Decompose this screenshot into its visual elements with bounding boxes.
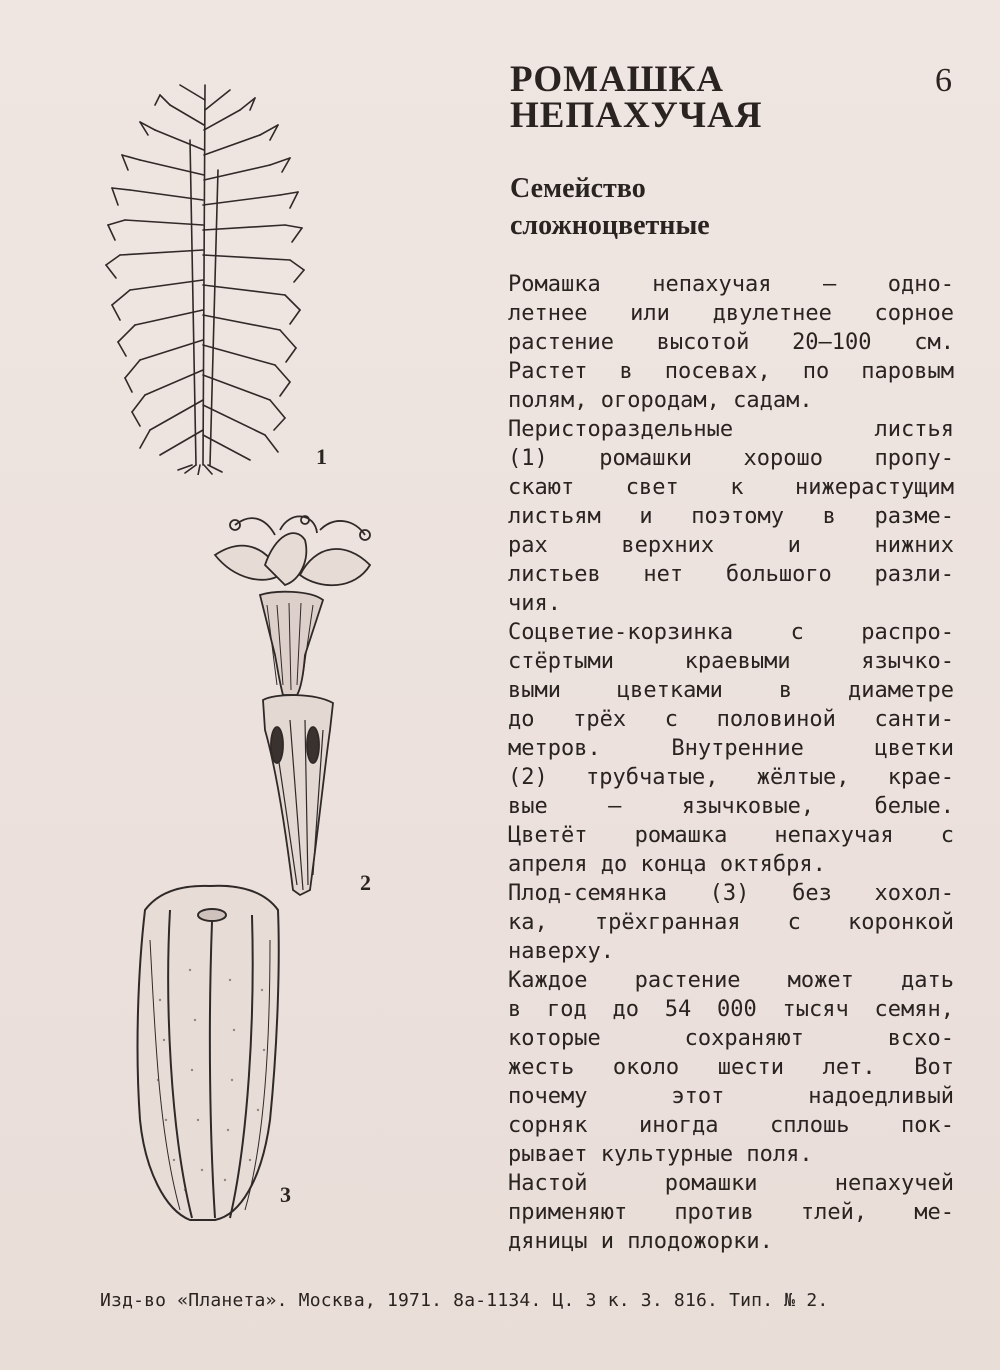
text-line: жесть около шести лет. Вот — [508, 1055, 954, 1080]
page-number: 6 — [935, 62, 952, 99]
text-line: наверху. — [508, 939, 614, 964]
text-line: стёртыми краевыми язычко- — [508, 649, 954, 674]
text-line: дяницы и плодожорки. — [508, 1229, 773, 1254]
text-line: Плод-семянка (3) без хохол- — [508, 881, 954, 906]
text-line: (1) ромашки хорошо пропу- — [508, 446, 954, 471]
text-line: применяют против тлей, ме- — [508, 1200, 954, 1225]
text-line: Каждое растение может дать — [508, 968, 954, 993]
text-line: метров. Внутренние цветки — [508, 736, 954, 761]
figure-label-2: 2 — [360, 870, 371, 895]
plant-illustration — [100, 80, 310, 475]
text-line: Растет в посевах, по паровым — [508, 359, 954, 384]
text-line: Настой ромашки непахучей — [508, 1171, 954, 1196]
text-line: листьям и поэтому в разме- — [508, 504, 954, 529]
text-line: рах верхних и нижних — [508, 533, 954, 558]
publisher-footer: Изд-во «Планета». Москва, 1971. 8а-1134. Ц. 3 к. З. 816. Тип. № 2. — [100, 1290, 829, 1311]
figure-label-1: 1 — [316, 444, 327, 469]
description-text — [508, 270, 954, 1256]
text-line: сорняк иногда сплошь пок- — [508, 1113, 954, 1138]
text-line: Ромашка непахучая — одно- — [508, 272, 954, 297]
fruit-illustration — [130, 880, 290, 1225]
text-line: в год до 54 000 тысяч семян, — [508, 997, 954, 1022]
text-line: выми цветками в диаметре — [508, 678, 954, 703]
text-line: вые — язычковые, белые. — [508, 794, 954, 819]
text-line: почему этот надоедливый — [508, 1084, 954, 1109]
text-line: Перистораздельные листья — [508, 417, 954, 442]
text-line: ка, трёхгранная с коронкой — [508, 910, 954, 935]
text-line: Соцветие-корзинка с распро- — [508, 620, 954, 645]
text-line: (2) трубчатые, жёлтые, крае- — [508, 765, 954, 790]
text-line: до трёх с половиной санти- — [508, 707, 954, 732]
figure-label-3: 3 — [280, 1182, 291, 1207]
text-line: Цветёт ромашка непахучая с — [508, 823, 954, 848]
text-line: чия. — [508, 591, 561, 616]
text-line: которые сохраняют всхо- — [508, 1026, 954, 1051]
flower-illustration — [205, 505, 380, 900]
family-heading: Семейство сложноцветные — [510, 173, 710, 241]
plant-title: РОМАШКА НЕПАХУЧАЯ — [510, 59, 763, 136]
text-line: листьев нет большого разли- — [508, 562, 954, 587]
text-line: скают свет к нижерастущим — [508, 475, 954, 500]
text-line: рывает культурные поля. — [508, 1142, 813, 1167]
text-line: летнее или двулетнее сорное — [508, 301, 954, 326]
text-line: растение высотой 20—100 см. — [508, 330, 954, 355]
text-line: апреля до конца октября. — [508, 852, 826, 877]
text-line: полям, огородам, садам. — [508, 388, 813, 413]
